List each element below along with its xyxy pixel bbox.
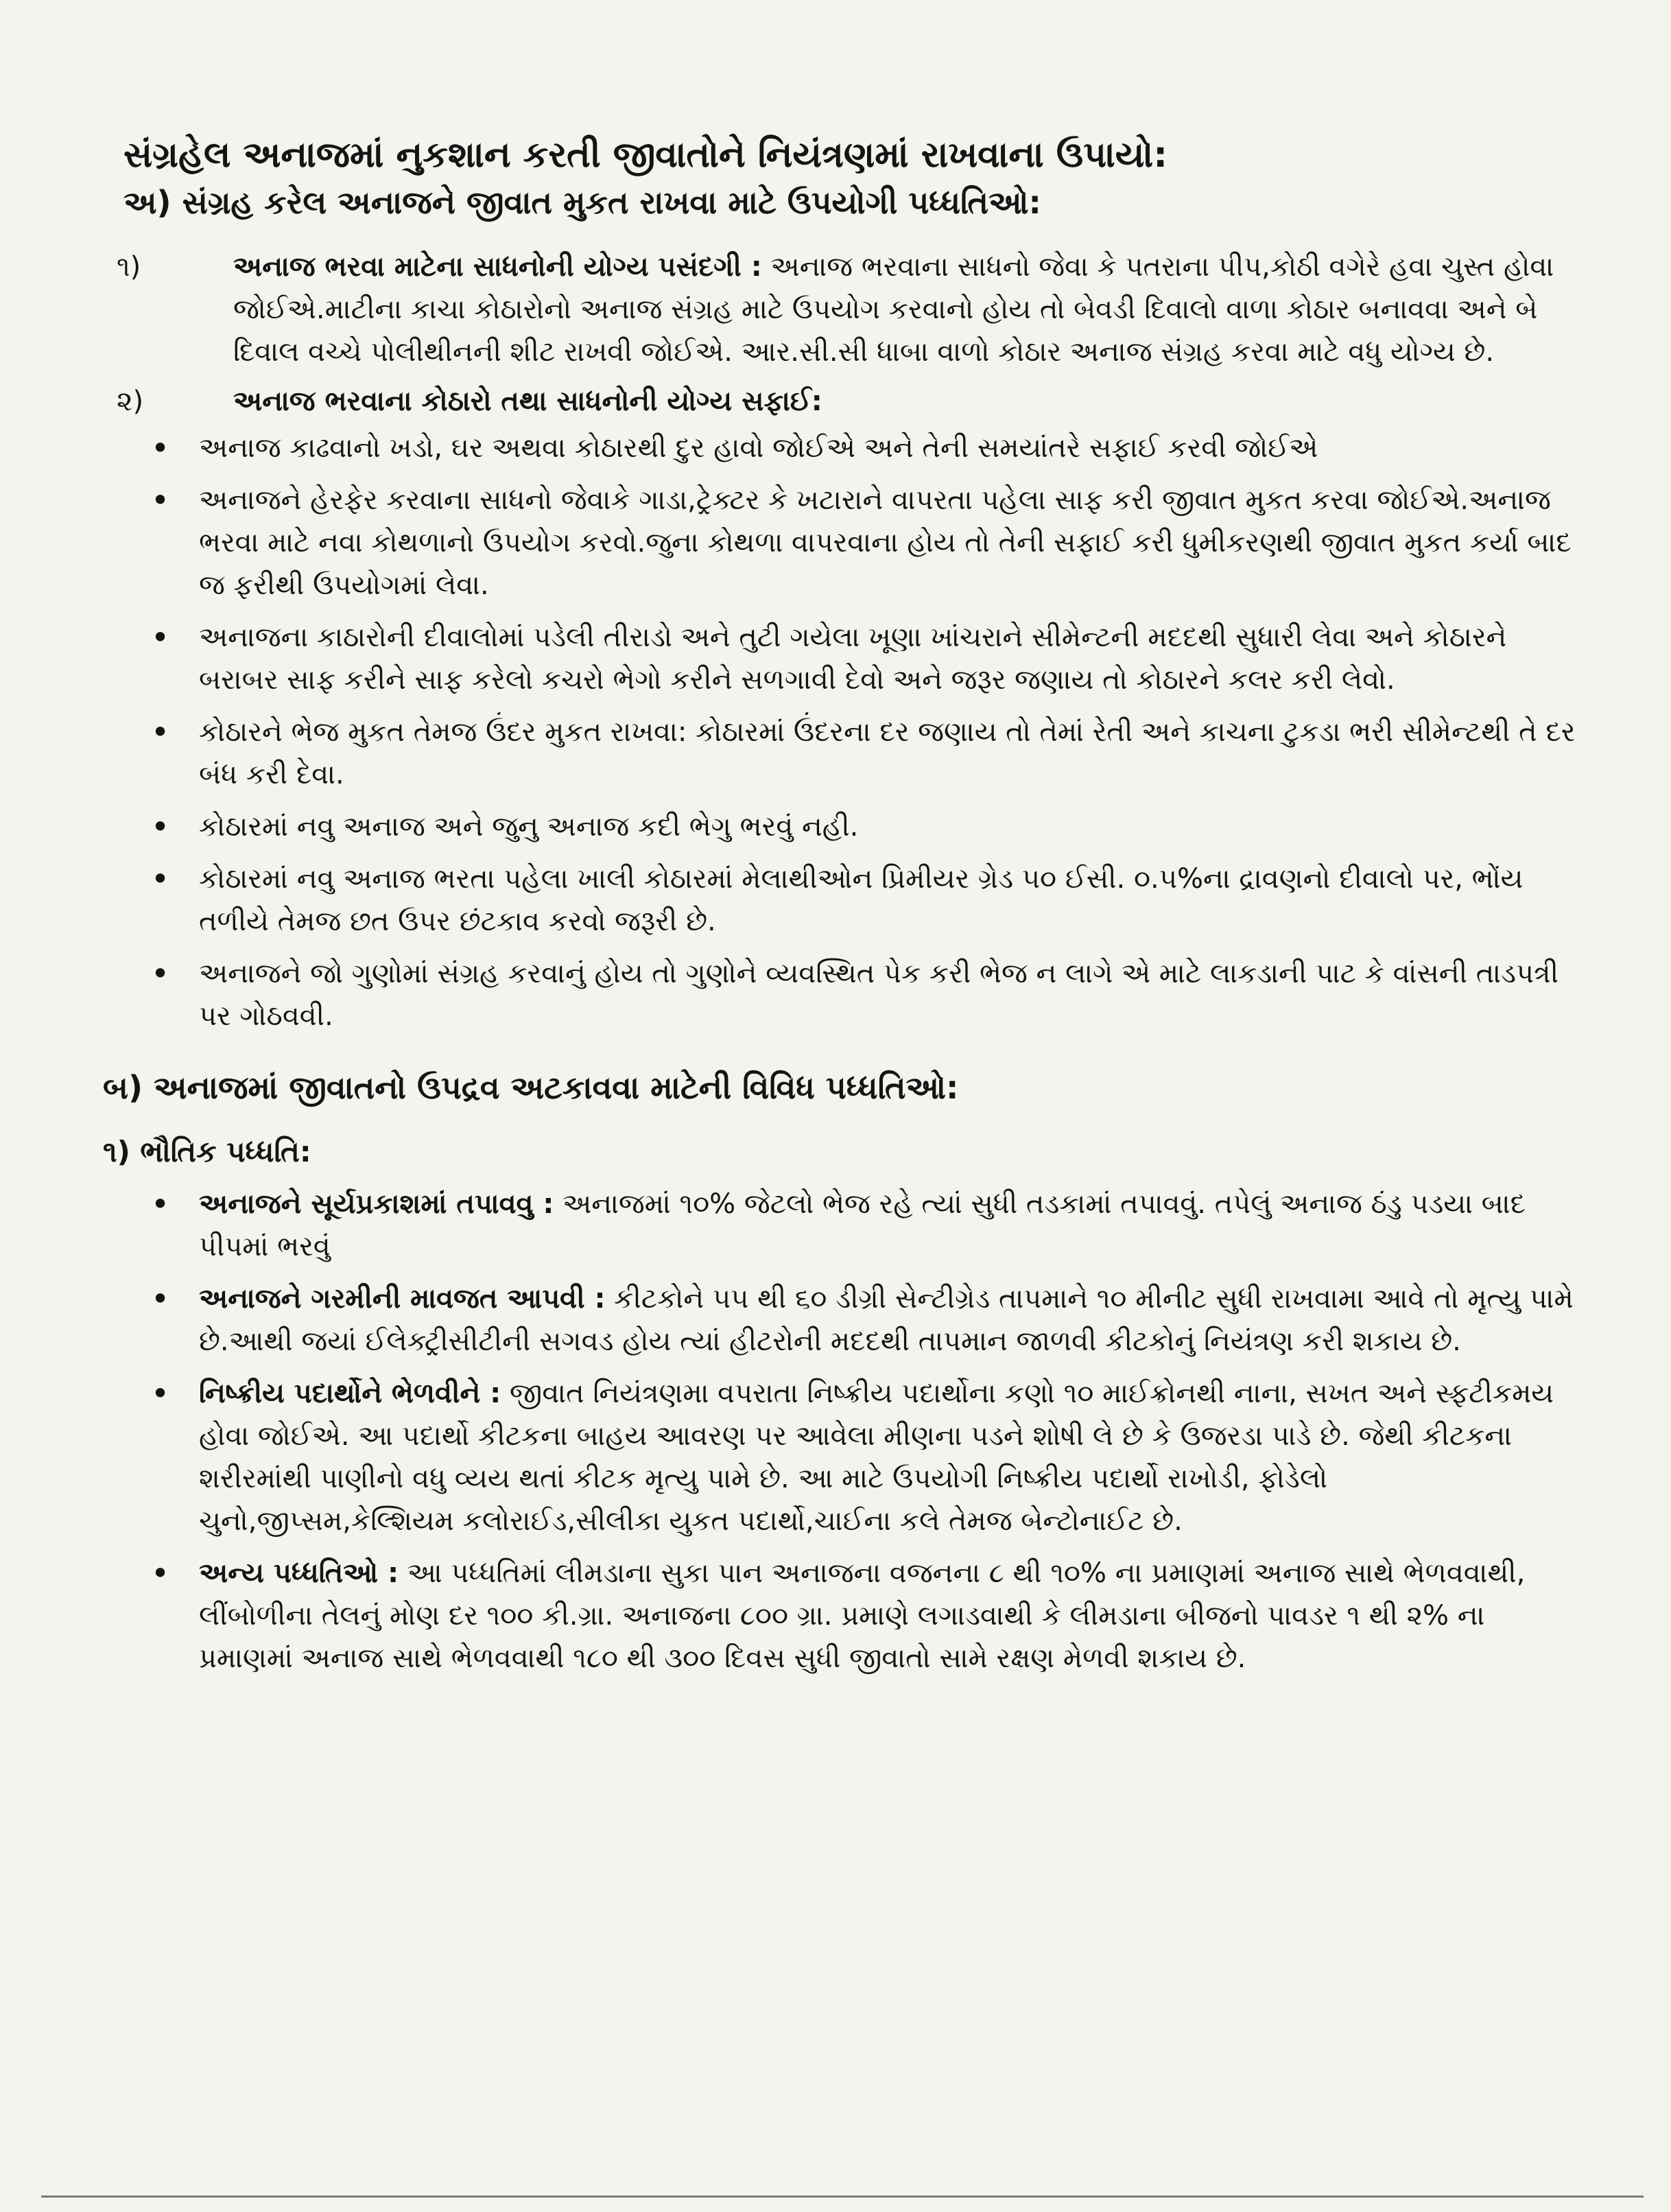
list-item-text: કીટકોને ૫૫ થી ૬૦ ડીગ્રી સેન્ટીગ્રેડ તાપમાને ૧૦ મીનીટ સુધી રાખવામા આવે તો મૃત્યુ પામે છે.આથી જયાં ઈલેક્ટ્રીસીટીની સગવડ હોય ત્યાં હીટરોની મદદથી તાપમાન જાળવી કીટકોનું નિયંત્રણ કરી શકાય છે. (199, 1283, 1574, 1357)
item-title: અનાજ ભરવા માટેના સાધનોની યોગ્ય પસંદગી : (233, 251, 762, 283)
cleaning-bullet-list (103, 427, 1578, 1037)
physical-method-list (103, 1183, 1578, 1680)
list-item (151, 1372, 1578, 1542)
list-item (151, 1278, 1578, 1363)
list-item: • અનાજ કાઢવાનો ખડો, ઘર અથવા કોઠારથી દુર હાવો જોઈએ અને તેની સમયાંતરે સફાઈ કરવી જોઈએ (151, 427, 1578, 469)
list-item: • અનાજને જો ગુણોમાં સંગ્રહ કરવાનું હોય તો ગુણોને વ્યવસ્થિત પેક કરી ભેજ ન લાગે એ માટે લાકડાની પાટ કે વાંસની તાડપત્રી પર ગોઠવવી. (151, 952, 1578, 1037)
list-item-title: અન્ય પધ્ધતિઓ : (199, 1557, 399, 1589)
item-body (233, 246, 1578, 373)
list-item-text: અનાજમાં ૧૦% જેટલો ભેજ રહે ત્યાં સુધી તડકામાં તપાવવું. તપેલું અનાજ ઠંડુ પડયા બાદ પીપમાં ભરવું (199, 1188, 1526, 1262)
item-title: અનાજ ભરવાના કોઠારો તથા સાધનોની યોગ્ય સફાઈ: (233, 386, 822, 417)
numbered-item-2 (103, 380, 1578, 423)
list-item (151, 1552, 1578, 1680)
item-number: ૧) (117, 251, 141, 283)
page-heading: સંગ્રહેલ અનાજમાં નુકશાન કરતી જીવાતોને નિયંત્રણમાં રાખવાના ઉપાયો: (123, 134, 1168, 176)
list-item-title: નિષ્ક્રીય પદાર્થોને ભેળવીને : (199, 1378, 501, 1409)
list-item: • અનાજને હેરફેર કરવાના સાધનો જેવાકે ગાડા,ટ્રેક્ટર કે ખટારાને વાપરતા પહેલા સાફ કરી જીવાત મુકત કરવા જોઈએ.અનાજ ભરવા માટે નવા કોથળાનો ઉપયોગ કરવો.જુના કોથળા વાપરવાના હોય તો તેની સફાઈ કરી ધુમીકરણથી જીવાત મુકત કર્યા બાદ જ ફરીથી ઉપયોગમાં લેવા. (151, 479, 1578, 607)
list-item-title: અનાજને સૂર્યપ્રકાશમાં તપાવવુ : (199, 1188, 554, 1220)
item-text: અનાજ ભરવાના સાધનો જેવા કે પતરાના પીપ,કોઠી વગેરે હવા ચુસ્ત હોવા જોઈએ.માટીના કાચા કોઠારોનો અનાજ સંગ્રહ માટે ઉપયોગ કરવાનો હોય તો બેવડી દિવાલો વાળા કોઠાર બનાવવા અને બે દિવાલ વચ્ચે પોલીથીનની શીટ રાખવી જોઈએ. આર.સી.સી ધાબા વાળો કોઠાર અનાજ સંગ્રહ કરવા માટે વધુ યોગ્ય છે. (233, 251, 1554, 368)
list-item: • કોઠારને ભેજ મુકત તેમજ ઉંદર મુકત રાખવા: કોઠારમાં ઉંદરના દર જણાય તો તેમાં રેતી અને કાચના ટુકડા ભરી સીમેન્ટથી તે દર બંધ કરી દેવા. (151, 711, 1578, 796)
list-item: • કોઠારમાં નવુ અનાજ અને જુનુ અનાજ કદી ભેગુ ભરવું નહી. (151, 805, 1578, 848)
section-b-title: બ) અનાજમાં જીવાતનો ઉપદ્રવ અટકાવવા માટેની વિવિધ પધ્ધતિઓ: (103, 1069, 959, 1106)
section-a-title: અ) સંગ્રહ કરેલ અનાજને જીવાત મુકત રાખવા માટે ઉપયોગી પધ્ધતિઓ: (123, 184, 1041, 221)
numbered-item-1 (103, 246, 1578, 373)
list-item: • અનાજના કાઠારોની દીવાલોમાં પડેલી તીરાડો અને તુટી ગયેલા ખૂણા ખાંચરાને સીમેન્ટની મદદથી સુધારી લેવા અને કોઠારને બરાબર સાફ કરીને સાફ કરેલો કચરો ભેગો કરીને સળગાવી દેવો અને જરૂર જણાય તો કોઠારને કલર કરી લેવો. (151, 616, 1578, 701)
physical-method-title: ૧) ભૌતિક પધ્ધતિ: (103, 1135, 311, 1168)
list-item-text: આ પધ્ધતિમાં લીમડાના સુકા પાન અનાજના વજનના ૮ થી ૧૦% ના પ્રમાણમાં અનાજ સાથે ભેળવવાથી, લીંબોળીના તેલનું મોણ દર ૧૦૦ કી.ગ્રા. અનાજના ૮૦૦ ગ્રા. પ્રમાણે લગાડવાથી કે લીમડાના બીજનો પાવડર ૧ થી ૨% ના પ્રમાણમાં અનાજ સાથે ભેળવવાથી ૧૮૦ થી ૩૦૦ દિવસ સુધી જીવાતો સામે રક્ષણ મેળવી શકાય છે. (199, 1557, 1526, 1674)
list-item: • કોઠારમાં નવુ અનાજ ભરતા પહેલા ખાલી કોઠારમાં મેલાથીઓન પ્રિમીયર ગ્રેડ ૫૦ ઈસી. ૦.૫%ના દ્રાવણનો દીવાલો પર, ભોંય તળીયે તેમજ છત ઉપર છંટકાવ કરવો જરૂરી છે. (151, 858, 1578, 943)
bottom-rule (41, 2196, 1644, 2198)
list-item-title: અનાજને ગરમીની માવજત આપવી : (199, 1283, 606, 1315)
list-item (151, 1183, 1578, 1268)
list-item-text: જીવાત નિયંત્રણમા વપરાતા નિષ્ક્રીય પદાર્થોના કણો ૧૦ માઈક્રોનથી નાના, સખત અને સ્ફટીકમય હોવા જોઈએ. આ પદાર્થો કીટકના બાહય આવરણ પર આવેલા મીણના પડને શોષી લે છે કે ઉજરડા પાડે છે. જેથી કીટકના શરીરમાંથી પાણીનો વધુ વ્યય થતાં કીટક મૃત્યુ પામે છે. આ માટે ઉપયોગી નિષ્ક્રીય પદાર્થો રાખોડી, ફોડેલો ચુનો,જીપ્સમ,કેલ્શિયમ કલોરાઈડ,સીલીકા યુકત પદાર્થો,ચાઈના કલે તેમજ બેન્ટોનાઈટ છે. (199, 1378, 1554, 1537)
document-page (103, 103, 1578, 1689)
item-number: ૨) (117, 386, 144, 417)
